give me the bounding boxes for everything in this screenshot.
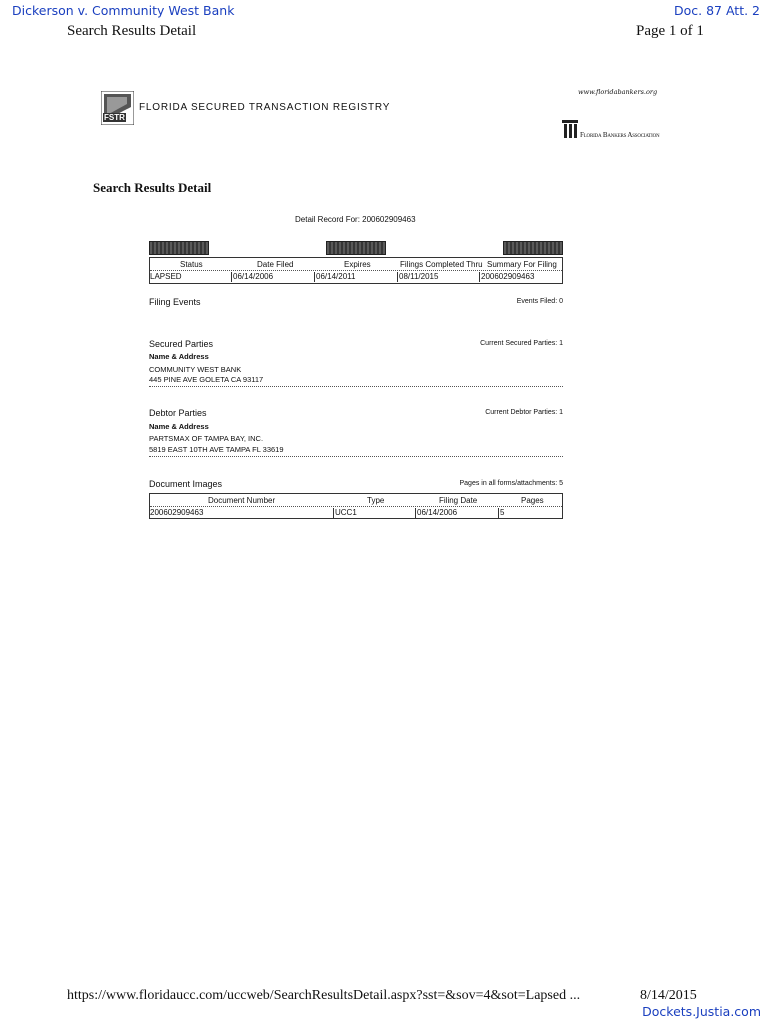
cell-status: LAPSED <box>150 272 182 281</box>
doc-number-link[interactable]: Doc. 87 Att. 2 <box>673 3 760 18</box>
debtor-parties-label: Debtor Parties <box>149 408 207 418</box>
next-filing-button[interactable] <box>326 241 386 255</box>
fba-url: www.floridabankers.org <box>578 88 658 96</box>
fba-column-icon <box>562 120 578 145</box>
case-title-link[interactable]: Dickerson v. Community West Bank <box>12 3 235 18</box>
cell-summary[interactable]: 200602909463 <box>481 272 535 281</box>
debtor-party-name: PARTSMAX OF TAMPA BAY, INC. <box>149 434 264 443</box>
divider <box>149 386 563 387</box>
debtor-name-address-label: Name & Address <box>149 422 209 431</box>
previous-button[interactable] <box>149 241 209 255</box>
header-pages: Pages <box>521 496 544 505</box>
next-filing-label <box>327 242 385 254</box>
secured-parties-label: Secured Parties <box>149 339 214 349</box>
page-title: Search Results Detail <box>93 180 212 195</box>
document-images-table <box>149 493 563 519</box>
header-status: Status <box>180 260 203 269</box>
secured-party-address: 445 PINE AVE GOLETA CA 93117 <box>149 375 264 384</box>
print-title: Search Results Detail <box>67 23 197 39</box>
page-indicator: Page 1 of 1 <box>636 23 704 39</box>
cell-expires: 06/14/2011 <box>316 272 356 281</box>
header-expires: Expires <box>344 260 371 269</box>
header-date-filed: Date Filed <box>257 260 294 269</box>
events-filed-count: Events Filed: 0 <box>516 298 563 305</box>
return-button-label <box>504 242 562 254</box>
cell-date-filed: 06/14/2006 <box>233 272 274 281</box>
debtor-parties-count: Current Debtor Parties: 1 <box>485 409 563 416</box>
header-filing-date: Filing Date <box>439 496 478 505</box>
justia-link[interactable]: Dockets.Justia.com <box>642 1004 761 1019</box>
secured-parties-count: Current Secured Parties: 1 <box>480 340 563 347</box>
cell-type: UCC1 <box>335 508 357 517</box>
cell-filing-date: 06/14/2006 <box>417 508 458 517</box>
filing-table <box>149 257 563 284</box>
fba-name: Florida Bankers Association <box>580 131 660 139</box>
header-summary: Summary For Filing <box>487 260 557 269</box>
cell-pages: 5 <box>500 508 505 517</box>
header-document-number: Document Number <box>208 496 276 505</box>
secured-party-name: COMMUNITY WEST BANK <box>149 365 242 374</box>
print-date: 8/14/2015 <box>640 988 697 1003</box>
source-url[interactable]: https://www.floridaucc.com/uccweb/SearchResultsDetail.aspx?sst=&sov=4&sot=Lapsed ... <box>67 988 581 1003</box>
detail-record-label: Detail Record For: 200602909463 <box>295 215 416 224</box>
fstr-badge: FSTR <box>104 113 125 122</box>
divider <box>149 456 563 457</box>
header-type: Type <box>367 496 385 505</box>
document-images-label: Document Images <box>149 479 223 489</box>
fstr-logo <box>101 91 134 125</box>
cell-completed-thru: 08/11/2015 <box>399 272 439 281</box>
header-filings-completed: Filings Completed Thru <box>400 260 483 269</box>
cell-document-number[interactable]: 200602909463 <box>150 508 204 517</box>
pages-count: Pages in all forms/attachments: 5 <box>459 480 563 487</box>
debtor-party-address: 5819 EAST 10TH AVE TAMPA FL 33619 <box>149 445 284 454</box>
secured-name-address-label: Name & Address <box>149 352 209 361</box>
registry-name: FLORIDA SECURED TRANSACTION REGISTRY <box>139 102 391 113</box>
filing-events-label: Filing Events <box>149 297 201 307</box>
previous-button-label <box>150 242 208 254</box>
return-button[interactable] <box>503 241 563 255</box>
